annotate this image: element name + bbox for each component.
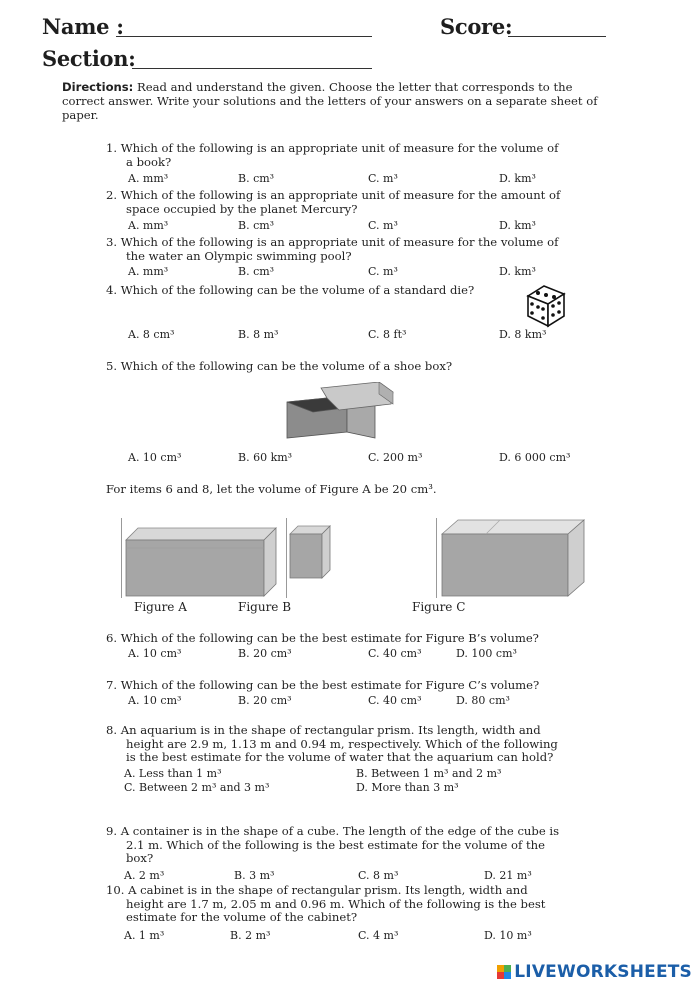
question-3: [106, 236, 626, 263]
q8-option-b[interactable]: B. Between 1 m³ and 2 m³: [356, 767, 502, 780]
section-label: Section:: [42, 46, 136, 71]
q2-option-a[interactable]: A. mm³: [128, 219, 169, 232]
q5-option-b[interactable]: B. 60 km³: [238, 451, 293, 464]
q5-option-a[interactable]: A. 10 cm³: [128, 451, 182, 464]
q3-option-c[interactable]: C. m³: [368, 265, 398, 278]
q6-option-a[interactable]: A. 10 cm³: [128, 647, 182, 660]
section-blank-line[interactable]: [132, 68, 372, 69]
question-2-text-cont: space occupied by the planet Mercury?: [126, 201, 358, 216]
shoe-box-image: [283, 382, 395, 444]
q3-option-d[interactable]: D. km³: [499, 265, 536, 278]
question-1-text: 1. Which of the following is an appropriate unit of measure for the volume of: [106, 141, 559, 155]
q1-option-a[interactable]: A. mm³: [128, 172, 169, 185]
q1-option-d[interactable]: D. km³: [499, 172, 536, 185]
question-10: [106, 884, 646, 925]
q5-option-d[interactable]: D. 6 000 cm³: [499, 451, 571, 464]
score-blank-line[interactable]: [508, 36, 606, 37]
q6-option-c[interactable]: C. 40 cm³: [368, 647, 422, 660]
question-1-text-cont: a book?: [126, 154, 172, 169]
figure-c-caption: Figure C: [412, 600, 466, 614]
q1-option-b[interactable]: B. cm³: [238, 172, 275, 185]
q2-option-c[interactable]: C. m³: [368, 219, 398, 232]
question-2-text: 2. Which of the following is an appropriate unit of measure for the amount of: [106, 188, 561, 202]
question-4-text: 4. Which of the following can be the volume of a standard die?: [106, 283, 475, 297]
q5-option-c[interactable]: C. 200 m³: [368, 451, 423, 464]
q10-option-a[interactable]: A. 1 m³: [124, 929, 165, 942]
q8-option-d[interactable]: D. More than 3 m³: [356, 781, 459, 794]
q6-option-d[interactable]: D. 100 cm³: [456, 647, 517, 660]
q7-option-c[interactable]: C. 40 cm³: [368, 694, 422, 707]
q10-option-b[interactable]: B. 2 m³: [230, 929, 271, 942]
question-10-line: 10. A cabinet is in the shape of rectangular prism. Its length, width and: [106, 883, 528, 897]
q3-option-a[interactable]: A. mm³: [128, 265, 169, 278]
liveworksheets-brand-text: LIVEWORKSHEETS: [514, 962, 692, 982]
q7-option-b[interactable]: B. 20 cm³: [238, 694, 292, 707]
q9-option-c[interactable]: C. 8 m³: [358, 869, 399, 882]
q9-option-a[interactable]: A. 2 m³: [124, 869, 165, 882]
question-9: [106, 825, 646, 866]
q7-option-a[interactable]: A. 10 cm³: [128, 694, 182, 707]
question-8-line: is the best estimate for the volume of water that the aquarium can hold?: [126, 750, 554, 764]
question-8-line: height are 2.9 m, 1.13 m and 0.94 m, respectively. Which of the following: [126, 736, 558, 751]
score-label: Score:: [440, 14, 513, 39]
directions: [62, 80, 618, 122]
question-1: [106, 142, 626, 169]
q3-option-b[interactable]: B. cm³: [238, 265, 275, 278]
liveworksheets-logo[interactable]: [497, 962, 692, 982]
name-label: Name :: [42, 14, 124, 39]
question-3-text: 3. Which of the following is an appropriate unit of measure for the volume of: [106, 235, 559, 249]
q2-option-d[interactable]: D. km³: [499, 219, 536, 232]
question-5-text: 5. Which of the following can be the volume of a shoe box?: [106, 359, 453, 373]
q4-option-a[interactable]: A. 8 cm³: [128, 328, 175, 341]
q7-option-d[interactable]: D. 80 cm³: [456, 694, 510, 707]
figure-c-box-image: [440, 518, 586, 598]
figure-divider: [286, 518, 287, 598]
question-9-line: 2.1 m. Which of the following is the best estimate for the volume of the: [126, 837, 545, 852]
q8-option-a[interactable]: A. Less than 1 m³: [124, 767, 222, 780]
q9-option-d[interactable]: D. 21 m³: [484, 869, 532, 882]
directions-text: Read and understand the given. Choose the letter that corresponds to the correct answer. Write your solutions and the letters of your answers on a separate sheet of paper.: [62, 80, 598, 122]
q8-option-c[interactable]: C. Between 2 m³ and 3 m³: [124, 781, 270, 794]
figure-divider: [436, 518, 437, 598]
question-7-text: 7. Which of the following can be the best estimate for Figure C’s volume?: [106, 678, 540, 692]
q10-option-c[interactable]: C. 4 m³: [358, 929, 399, 942]
question-2: [106, 189, 626, 216]
figure-divider: [121, 518, 122, 598]
figure-a-box-image: [124, 524, 278, 598]
figure-b-caption: Figure B: [238, 600, 292, 614]
q2-option-b[interactable]: B. cm³: [238, 219, 275, 232]
question-10-line: estimate for the volume of the cabinet?: [126, 910, 358, 924]
q1-option-c[interactable]: C. m³: [368, 172, 398, 185]
directions-label: Directions:: [62, 80, 134, 94]
name-blank-line[interactable]: [116, 36, 372, 37]
question-9-line: box?: [126, 851, 154, 865]
figures-intro: For items 6 and 8, let the volume of Figure A be 20 cm³.: [106, 482, 437, 496]
question-8-line: 8. An aquarium is in the shape of rectangular prism. Its length, width and: [106, 723, 541, 737]
question-10-line: height are 1.7 m, 2.05 m and 0.96 m. Which of the following is the best: [126, 896, 546, 911]
figure-b-box-image: [288, 524, 332, 580]
question-6-text: 6. Which of the following can be the best estimate for Figure B’s volume?: [106, 631, 539, 645]
question-9-line: 9. A container is in the shape of a cube. The length of the edge of the cube is: [106, 824, 560, 838]
q6-option-b[interactable]: B. 20 cm³: [238, 647, 292, 660]
q9-option-b[interactable]: B. 3 m³: [234, 869, 275, 882]
question-3-text-cont: the water an Olympic swimming pool?: [126, 248, 352, 263]
die-icon: [522, 282, 570, 328]
q4-option-c[interactable]: C. 8 ft³: [368, 328, 407, 341]
liveworksheets-icon: [497, 965, 511, 979]
figure-a-caption: Figure A: [134, 600, 187, 614]
q4-option-d[interactable]: D. 8 km³: [499, 328, 547, 341]
question-8: [106, 724, 626, 765]
q4-option-b[interactable]: B. 8 m³: [238, 328, 279, 341]
q10-option-d[interactable]: D. 10 m³: [484, 929, 532, 942]
